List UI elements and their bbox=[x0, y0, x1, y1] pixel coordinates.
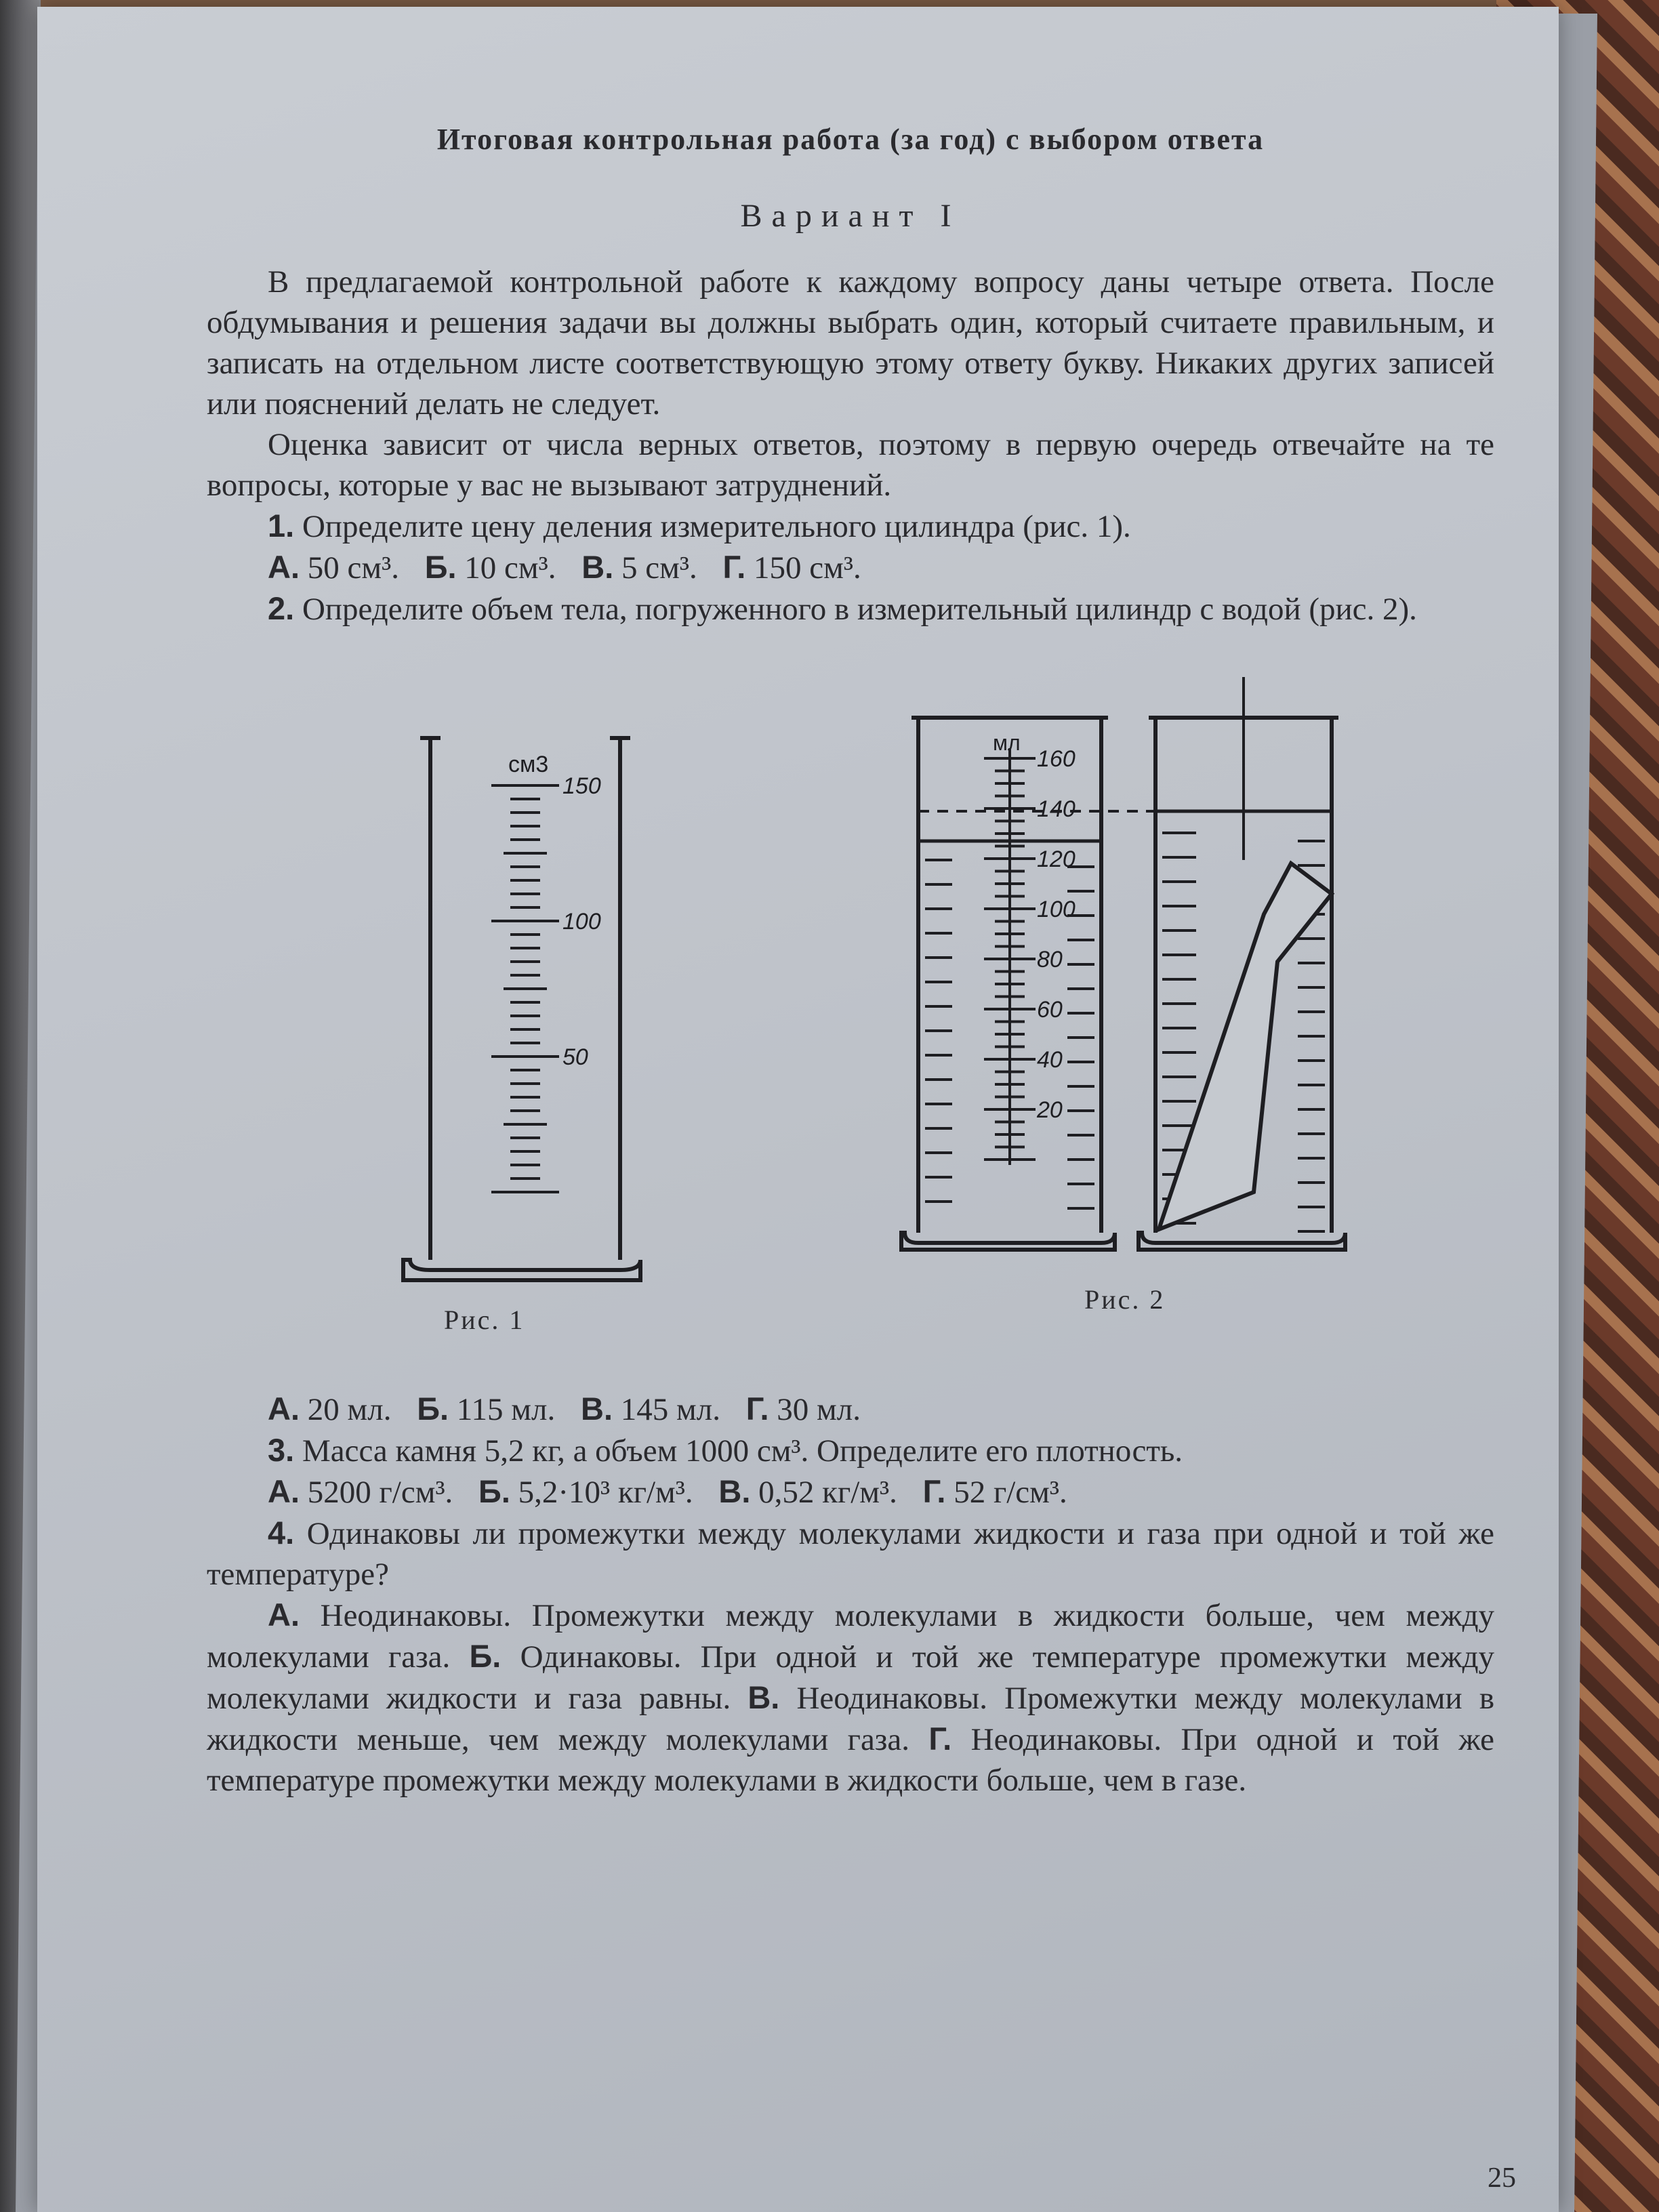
question-3-options bbox=[207, 1471, 1494, 1513]
q1-option-a-value: 50 см³. bbox=[307, 550, 399, 586]
q2-option-a-value: 20 мл. bbox=[307, 1392, 392, 1427]
q4-option-c-value: Неодинаковы. Промежутки между молекулами в жидкости меньше, чем между молекулами газа. bbox=[207, 1681, 1495, 1757]
question-3-number: 3. bbox=[268, 1432, 295, 1468]
question-1-options bbox=[207, 547, 1494, 588]
question-2-number: 2. bbox=[268, 590, 295, 626]
q4-option-a-value: Неодинаковы. Промежутки между молекулами в жидкости больше, чем между молекулами газа. bbox=[207, 1598, 1495, 1675]
figure-1-label-50: 50 bbox=[562, 1044, 588, 1070]
q3-option-c-value: 0,52 кг/м³. bbox=[758, 1475, 897, 1510]
q1-option-b-label: Б. bbox=[424, 549, 457, 585]
q1-option-d-label: Г. bbox=[722, 549, 746, 585]
book-page bbox=[37, 7, 1559, 2212]
q3-option-d-value: 52 г/см³. bbox=[954, 1475, 1067, 1510]
question-4-number: 4. bbox=[268, 1515, 295, 1551]
figure-1-unit: см3 bbox=[508, 752, 549, 777]
q4-option-a-label: А. bbox=[268, 1597, 300, 1633]
q2-option-b-value: 115 мл. bbox=[456, 1392, 556, 1427]
figure-1-scale bbox=[491, 785, 559, 1192]
question-2 bbox=[207, 588, 1494, 630]
question-1-text: Определите цену деления измерительного цилиндра (рис. 1). bbox=[302, 509, 1131, 544]
q3-option-b-value: 5,2·10³ кг/м³. bbox=[518, 1475, 693, 1510]
q3-option-c-label: В. bbox=[718, 1473, 751, 1509]
q4-option-b-value: Одинаковы. При одной и той же температуре промежутки между молекулами жидкости и газа равны. bbox=[207, 1639, 1495, 1716]
intro-paragraph-2: Оценка зависит от числа верных ответов, поэтому в первую очередь отвечайте на те вопросы, которые у вас не вызывают затруднений. bbox=[207, 427, 1494, 503]
q3-option-b-label: Б. bbox=[478, 1473, 510, 1509]
q2-option-d-label: Г. bbox=[745, 1391, 769, 1427]
intro-paragraph-1: В предлагаемой контрольной работе к каждому вопросу даны четыре ответа. После обдумывания и решения задачи вы должны выбрать один, который считаете правильным, и записать на отдельном листе соответствующую этому ответу букву. Никаких других записей или пояснений делать не следует. bbox=[207, 264, 1494, 422]
figure-1-caption: Рис. 1 bbox=[444, 1305, 525, 1335]
q4-option-d-label: Г. bbox=[928, 1721, 952, 1757]
question-3-text: Масса камня 5,2 кг, а объем 1000 см³. Определите его плотность. bbox=[302, 1433, 1183, 1469]
q3-option-d-label: Г. bbox=[922, 1473, 946, 1509]
q4-option-c-label: В. bbox=[747, 1679, 780, 1715]
figure-2-label-140: 140 bbox=[1037, 796, 1076, 822]
figure-2-label-80: 80 bbox=[1037, 947, 1063, 972]
q1-option-c-label: В. bbox=[581, 549, 614, 585]
figure-2-scale bbox=[984, 748, 1036, 1165]
question-2-options bbox=[207, 1389, 1494, 1430]
q3-option-a-value: 5200 г/см³. bbox=[307, 1475, 453, 1510]
page-number: 25 bbox=[1488, 2163, 1516, 2194]
q1-option-b-value: 10 см³. bbox=[464, 550, 556, 586]
figure-2-caption: Рис. 2 bbox=[1084, 1284, 1166, 1315]
q3-option-a-label: А. bbox=[268, 1473, 300, 1509]
figure-2-label-60: 60 bbox=[1037, 997, 1063, 1023]
q1-option-a-label: А. bbox=[268, 549, 300, 585]
variant-heading: Вариант I bbox=[740, 198, 961, 234]
figure-2-label-120: 120 bbox=[1037, 846, 1076, 872]
question-1-number: 1. bbox=[268, 508, 295, 544]
figure-1-label-100: 100 bbox=[562, 909, 601, 935]
figure-2-label-40: 40 bbox=[1037, 1047, 1063, 1073]
q1-option-c-value: 5 см³. bbox=[621, 550, 697, 586]
question-2-text: Определите объем тела, погруженного в измерительный цилиндр с водой (рис. 2). bbox=[302, 592, 1417, 627]
figure-2-unit: мл bbox=[993, 731, 1021, 755]
question-4-text: Одинаковы ли промежутки между молекулами жидкости и газа при одной и той же температуре? bbox=[207, 1516, 1495, 1592]
page-content bbox=[207, 122, 1494, 1801]
question-4 bbox=[207, 1513, 1494, 1595]
question-3 bbox=[207, 1430, 1494, 1471]
figures-block bbox=[207, 636, 1494, 1361]
cylinders-illustration bbox=[207, 636, 1494, 1361]
q4-option-b-label: Б. bbox=[469, 1638, 501, 1674]
figure-2-label-100: 100 bbox=[1037, 897, 1076, 922]
figure-1-label-150: 150 bbox=[562, 773, 601, 799]
q4-option-d-value: Неодинаковы. При одной и той же температуре промежутки между молекулами в жидкости больше, чем в газе. bbox=[207, 1722, 1495, 1798]
figure-2-label-160: 160 bbox=[1037, 746, 1076, 772]
q2-option-d-value: 30 мл. bbox=[777, 1392, 861, 1427]
question-4-options bbox=[207, 1595, 1494, 1801]
figure-2-immersed-body bbox=[1159, 863, 1332, 1229]
figure-1-cylinder bbox=[403, 738, 640, 1280]
q2-option-b-label: Б. bbox=[417, 1391, 449, 1427]
q2-option-c-value: 145 мл. bbox=[620, 1392, 720, 1427]
q2-option-c-label: В. bbox=[581, 1391, 613, 1427]
q1-option-d-value: 150 см³. bbox=[754, 550, 861, 586]
figure-2-label-20: 20 bbox=[1037, 1097, 1063, 1123]
q2-option-a-label: А. bbox=[268, 1391, 300, 1427]
page-title: Итоговая контрольная работа (за год) с выбором ответа bbox=[436, 123, 1265, 156]
question-1 bbox=[207, 506, 1494, 547]
